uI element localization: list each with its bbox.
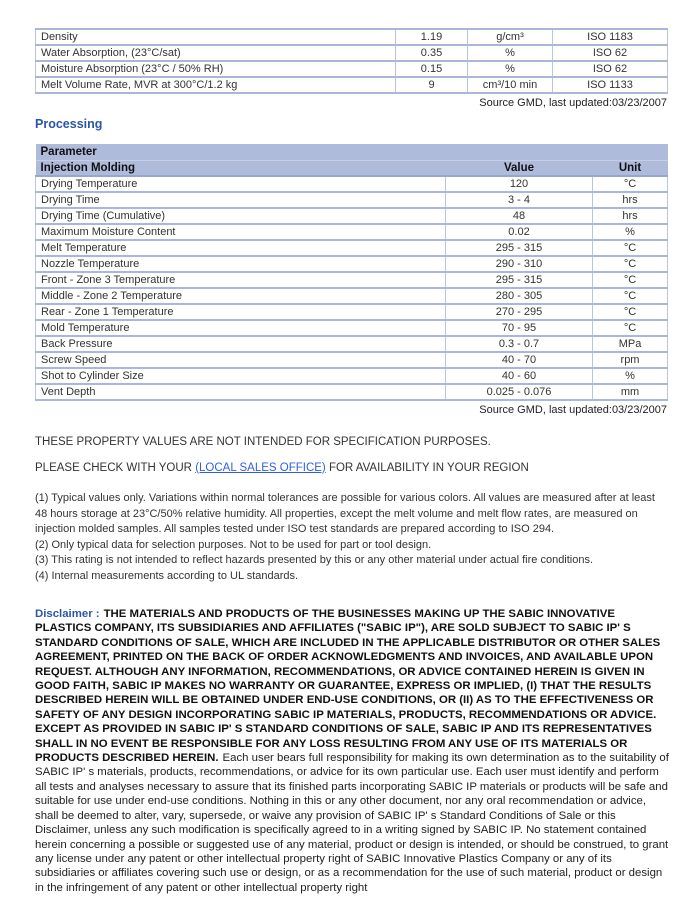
property-name: Moisture Absorption (23°C / 50% RH) <box>36 61 396 77</box>
parameter-value: 280 - 305 <box>446 288 593 304</box>
processing-table-row <box>36 288 668 304</box>
parameter-unit: MPa <box>593 336 668 352</box>
parameter-unit: °C <box>593 176 668 192</box>
footnotes <box>35 491 669 584</box>
property-name: Water Absorption, (23°C/sat) <box>36 45 396 61</box>
footnote-item: (4) Internal measurements according to UL standards. <box>35 569 299 582</box>
parameter-unit: rpm <box>593 352 668 368</box>
parameter-value: 40 - 70 <box>446 352 593 368</box>
footnote-item: (3) This rating is not intended to reflect hazards presented by this or any other material under actual fire conditions. <box>35 554 594 566</box>
parameter-name: Back Pressure <box>36 336 446 352</box>
disclaimer-paragraph <box>35 607 669 895</box>
property-table-row <box>36 45 668 61</box>
parameter-name: Front - Zone 3 Temperature <box>36 272 446 288</box>
processing-table-row <box>36 256 668 272</box>
property-standard: ISO 1133 <box>553 77 668 93</box>
processing-table-row <box>36 272 668 288</box>
local-sales-office-link[interactable]: (LOCAL SALES OFFICE) <box>195 462 326 474</box>
availability-prefix: PLEASE CHECK WITH YOUR <box>35 462 196 474</box>
footnote-item: (1) Typical values only. Variations within normal tolerances are possible for various colors. All values are measured after at least 48 hours storage at 23°C/50% relative humidity. All properties, except the melt volume and melt flow rates, are measured on injection molded samples. All samples tested under ISO test standards are prepared according to ISO 294. <box>35 492 655 535</box>
property-name: Density <box>36 29 396 45</box>
property-table-row <box>36 61 668 77</box>
parameter-value: 40 - 60 <box>446 368 593 384</box>
parameter-value: 295 - 315 <box>446 272 593 288</box>
parameter-value: 290 - 310 <box>446 256 593 272</box>
parameter-value: 70 - 95 <box>446 320 593 336</box>
property-value: 9 <box>396 77 468 93</box>
parameter-name: Mold Temperature <box>36 320 446 336</box>
disclaimer-bold-text: THE MATERIALS AND PRODUCTS OF THE BUSINESSES MAKING UP THE SABIC INNOVATIVE PLASTICS COMPANY, ITS SUBSIDIARIES AND AFFILIATES ("SABIC IP"), ARE SOLD SUBJECT TO SABIC IP' S STANDARD CONDITIONS OF SALE, WHICH ARE INCLUDED IN THE APPLICABLE DISTRIBUTOR OR OTHER SALES AGREEMENT, PRINTED ON THE BACK OF ORDER ACKNOWLEDGMENTS AND INVOICES, AND AVAILABLE UPON REQUEST. ALTHOUGH ANY INFORMATION, RECOMMENDATIONS, OR ADVICE CONTAINED HEREIN IS GIVEN IN GOOD FAITH, SABIC IP MAKES NO WARRANTY OR GUARANTEE, EXPRESS OR IMPLIED, (I) THAT THE RESULTS DESCRIBED HEREIN WILL BE OBTAINED UNDER END-USE CONDITIONS, OR (II) AS TO THE EFFECTIVENESS OR SAFETY OF ANY DESIGN INCORPORATING SABIC IP MATERIALS, PRODUCTS, RECOMMENDATIONS OR ADVICE. EXCEPT AS PROVIDED IN SABIC IP' S STANDARD CONDITIONS OF SALE, SABIC IP AND ITS REPRESENTATIVES SHALL IN NO EVENT BE RESPONSIBLE FOR ANY LOSS RESULTING FROM ANY USE OF ITS MATERIALS OR PRODUCTS DESCRIBED HEREIN. <box>35 608 661 765</box>
parameter-unit: hrs <box>593 208 668 224</box>
property-value: 0.15 <box>396 61 468 77</box>
property-standard: ISO 62 <box>553 45 668 61</box>
parameter-unit: % <box>593 368 668 384</box>
parameter-name: Middle - Zone 2 Temperature <box>36 288 446 304</box>
property-table-row <box>36 77 668 93</box>
parameter-value: 48 <box>446 208 593 224</box>
parameter-value: 295 - 315 <box>446 240 593 256</box>
parameter-value: 120 <box>446 176 593 192</box>
parameter-unit: °C <box>593 272 668 288</box>
property-unit: cm³/10 min <box>468 77 553 93</box>
processing-table-row <box>36 304 668 320</box>
processing-table-row <box>36 240 668 256</box>
column-header-injection-molding: Injection Molding <box>36 160 446 176</box>
property-unit: % <box>468 45 553 61</box>
footnote-item: (2) Only typical data for selection purposes. Not to be used for part or tool design. <box>35 538 432 551</box>
property-value: 0.35 <box>396 45 468 61</box>
column-header-unit: Unit <box>593 160 668 176</box>
parameter-name: Screw Speed <box>36 352 446 368</box>
processing-table-row <box>36 384 668 400</box>
parameter-unit: °C <box>593 320 668 336</box>
processing-table-row <box>36 352 668 368</box>
parameter-value: 0.02 <box>446 224 593 240</box>
parameter-name: Rear - Zone 1 Temperature <box>36 304 446 320</box>
parameter-unit: °C <box>593 256 668 272</box>
property-unit: g/cm³ <box>468 29 553 45</box>
parameter-unit: °C <box>593 304 668 320</box>
parameter-unit: hrs <box>593 192 668 208</box>
column-header-value: Value <box>446 160 593 176</box>
processing-header-parameter: Parameter <box>36 144 668 160</box>
processing-table-row <box>36 320 668 336</box>
processing-header-row <box>36 160 668 176</box>
parameter-value: 270 - 295 <box>446 304 593 320</box>
parameter-name: Drying Temperature <box>36 176 446 192</box>
parameter-unit: mm <box>593 384 668 400</box>
parameter-name: Drying Time (Cumulative) <box>36 208 446 224</box>
processing-table-row <box>36 192 668 208</box>
source-note: Source GMD, last updated:03/23/2007 <box>479 97 667 109</box>
property-table <box>35 28 668 94</box>
parameter-name: Vent Depth <box>36 384 446 400</box>
property-unit: % <box>468 61 553 77</box>
parameter-name: Maximum Moisture Content <box>36 224 446 240</box>
processing-table-row <box>36 336 668 352</box>
processing-header-group-row <box>36 144 668 160</box>
property-standard: ISO 62 <box>553 61 668 77</box>
processing-table-row <box>36 176 668 192</box>
parameter-unit: % <box>593 224 668 240</box>
property-name: Melt Volume Rate, MVR at 300°C/1.2 kg <box>36 77 396 93</box>
processing-table <box>35 144 668 401</box>
processing-heading: Processing <box>35 117 103 131</box>
parameter-name: Melt Temperature <box>36 240 446 256</box>
parameter-value: 0.3 - 0.7 <box>446 336 593 352</box>
disclaimer-label: Disclaimer : <box>35 608 100 620</box>
parameter-unit: °C <box>593 240 668 256</box>
property-value: 1.19 <box>396 29 468 45</box>
processing-table-row <box>36 208 668 224</box>
property-table-row <box>36 29 668 45</box>
source-note: Source GMD, last updated:03/23/2007 <box>479 404 667 416</box>
parameter-value: 0.025 - 0.076 <box>446 384 593 400</box>
disclaimer-body-text: Each user bears full responsibility for making its own determination as to the suitability of SABIC IP' s materials, products, recommendations, or advice for its own particular use. Each user must identify and perform all tests and analyses necessary to assure that its finished parts incorporating SABIC IP materials or products will be safe and suitable for use under end-use conditions. Nothing in this or any other document, nor any oral recommendation or advice, shall be deemed to alter, vary, supersede, or waive any provision of SABIC IP' s Standard Conditions of Sale or this Disclaimer, unless any such modification is specifically agreed to in a writing signed by SABIC IP. No statement contained herein concerning a possible or suggested use of any material, product or design is intended, or should be construed, to grant any license under any patent or other intellectual property right of SABIC Innovative Plastics Company or any of its subsidiaries or affiliates covering such use or design, or as a recommendation for the use of such material, product or design in the infringement of any patent or other intellectual property right <box>35 752 669 894</box>
parameter-name: Shot to Cylinder Size <box>36 368 446 384</box>
spec-purpose-notice: THESE PROPERTY VALUES ARE NOT INTENDED FOR SPECIFICATION PURPOSES. <box>35 436 491 448</box>
processing-table-row <box>36 368 668 384</box>
parameter-unit: °C <box>593 288 668 304</box>
property-standard: ISO 1183 <box>553 29 668 45</box>
parameter-name: Nozzle Temperature <box>36 256 446 272</box>
availability-suffix: FOR AVAILABILITY IN YOUR REGION <box>325 462 529 474</box>
parameter-name: Drying Time <box>36 192 446 208</box>
processing-table-row <box>36 224 668 240</box>
availability-notice <box>35 462 667 474</box>
parameter-value: 3 - 4 <box>446 192 593 208</box>
